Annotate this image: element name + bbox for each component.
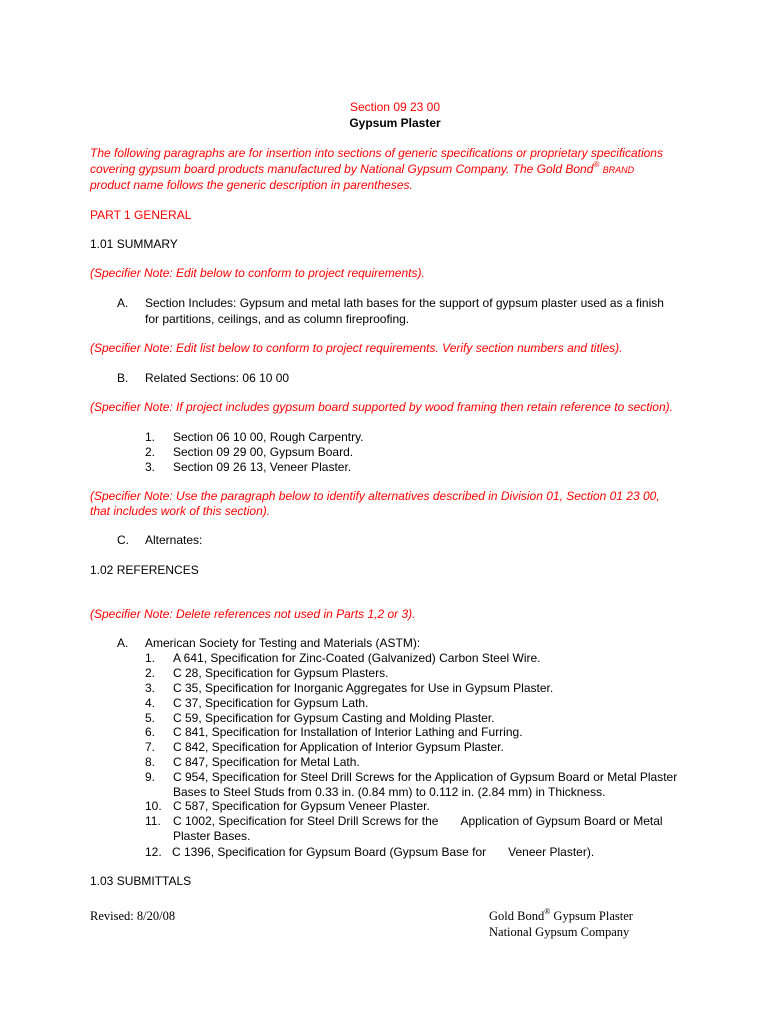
summary-heading: 1.01 SUMMARY [90,237,178,251]
reference-item [145,651,541,666]
footer-brand [489,909,633,926]
intro-line-3: product name follows the generic description in parentheses. [90,178,413,192]
list-number: 3. [145,681,156,695]
submittals-heading: 1.03 SUBMITTALS [90,874,192,888]
reference-item [145,725,523,740]
reference-item [145,711,495,726]
list-number: 2. [145,666,156,680]
list-text: Section 06 10 00, Rough Carpentry. [173,430,364,444]
item-c-text: Alternates: [145,533,203,547]
reference-item [145,814,663,829]
item-a-line-2: for partitions, ceilings, and as column fireproofing. [145,312,410,326]
item-b-letter: B. [117,371,129,385]
reference-item [145,755,360,770]
reference-item [145,799,430,814]
specifier-note-5: (Specifier Note: Delete references not used in Parts 1,2 or 3). [90,607,416,621]
intro-line-1: The following paragraphs are for insertion into sections of generic specifications or proprietary specifications [90,146,663,160]
related-section-2 [145,445,353,460]
item-a-letter: A. [117,296,129,310]
references-a-letter: A. [117,636,129,650]
footer-brand-name: Gold Bond [489,909,545,923]
part-1-heading: PART 1 GENERAL [90,208,192,222]
brand-label: BRAND [602,165,635,175]
reference-item [145,681,553,696]
list-text: C 847, Specification for Metal Lath. [173,755,360,769]
list-number: 4. [145,696,156,710]
list-number: 8. [145,755,156,769]
reference-item [145,666,388,681]
list-text: C 35, Specification for Inorganic Aggregates for Use in Gypsum Plaster. [173,681,554,695]
specifier-note-4-line-1: (Specifier Note: Use the paragraph below to identify alternatives described in Division 01, Section 01 23 00, [90,489,660,503]
footer-revised: Revised: 8/20/08 [90,909,176,923]
section-title: Gypsum Plaster [349,116,441,130]
list-text: C 841, Specification for Installation of Interior Lathing and Furring. [173,725,523,739]
specifier-note-2: (Specifier Note: Edit list below to conform to project requirements. Verify section numbers and titles). [90,341,623,355]
specifier-note-3: (Specifier Note: If project includes gypsum board supported by wood framing then retain reference to section). [90,400,673,414]
reference-item-continuation: Plaster Bases. [173,829,251,843]
list-number: 5. [145,711,156,725]
reference-item [145,696,368,711]
list-number: 10. [145,799,162,813]
footer-company: National Gypsum Company [489,925,630,939]
item-c-letter: C. [117,533,129,547]
list-text: Section 09 26 13, Veneer Plaster. [173,460,352,474]
list-text: C 587, Specification for Gypsum Veneer Plaster. [173,799,430,813]
list-number: 1. [145,651,156,665]
list-text: A 641, Specification for Zinc-Coated (Galvanized) Carbon Steel Wire. [173,651,541,665]
references-heading: 1.02 REFERENCES [90,563,199,577]
item-a-line-1: Section Includes: Gypsum and metal lath bases for the support of gypsum plaster used as a finish [145,296,664,310]
specifier-note-1: (Specifier Note: Edit below to conform to project requirements). [90,266,425,280]
list-number: 11. [145,814,161,828]
list-number: 9. [145,770,156,784]
reference-item-continuation: Bases to Steel Studs from 0.33 in. (0.84 mm) to 0.112 in. (2.84 mm) in Thickness. [173,785,606,799]
list-text: C 1002, Specification for Steel Drill Screws for the [173,814,439,828]
list-text: C 59, Specification for Gypsum Casting and Molding Plaster. [173,711,495,725]
list-number: 7. [145,740,156,754]
item-b-text: Related Sections: 06 10 00 [145,371,290,385]
specifier-note-4-line-2: that includes work of this section). [90,504,271,518]
registered-mark: ® [593,160,600,169]
reference-item [145,845,594,860]
list-number: 1. [145,430,156,444]
list-text: C 1396, Specification for Gypsum Board (Gypsum Base for [172,845,487,859]
list-number: 2. [145,445,156,459]
related-section-3 [145,460,351,475]
list-text: C 954, Specification for Steel Drill Screws for the Application of Gypsum Board or Metal Plaster [173,770,678,784]
list-number: 6. [145,725,156,739]
list-text: Application of Gypsum Board or Metal [460,814,663,828]
list-number: 3. [145,460,156,474]
list-text: Veneer Plaster). [508,845,595,859]
section-number: Section 09 23 00 [349,100,441,114]
list-text: Section 09 29 00, Gypsum Board. [173,445,354,459]
related-section-1 [145,430,364,445]
list-text: C 842, Specification for Application of Interior Gypsum Plaster. [173,740,504,754]
footer-registered-mark: ® [544,907,551,916]
reference-item [145,770,677,785]
references-a-text: American Society for Testing and Materials (ASTM): [145,636,421,650]
reference-item [145,740,504,755]
list-text: C 37, Specification for Gypsum Lath. [173,696,369,710]
list-number: 12. [145,845,162,859]
footer-product: Gypsum Plaster [553,909,633,923]
intro-line-2-text: covering gypsum board products manufactured by National Gypsum Company. The Gold Bond [90,162,594,176]
intro-line-2 [90,162,634,179]
list-text: C 28, Specification for Gypsum Plasters. [173,666,389,680]
